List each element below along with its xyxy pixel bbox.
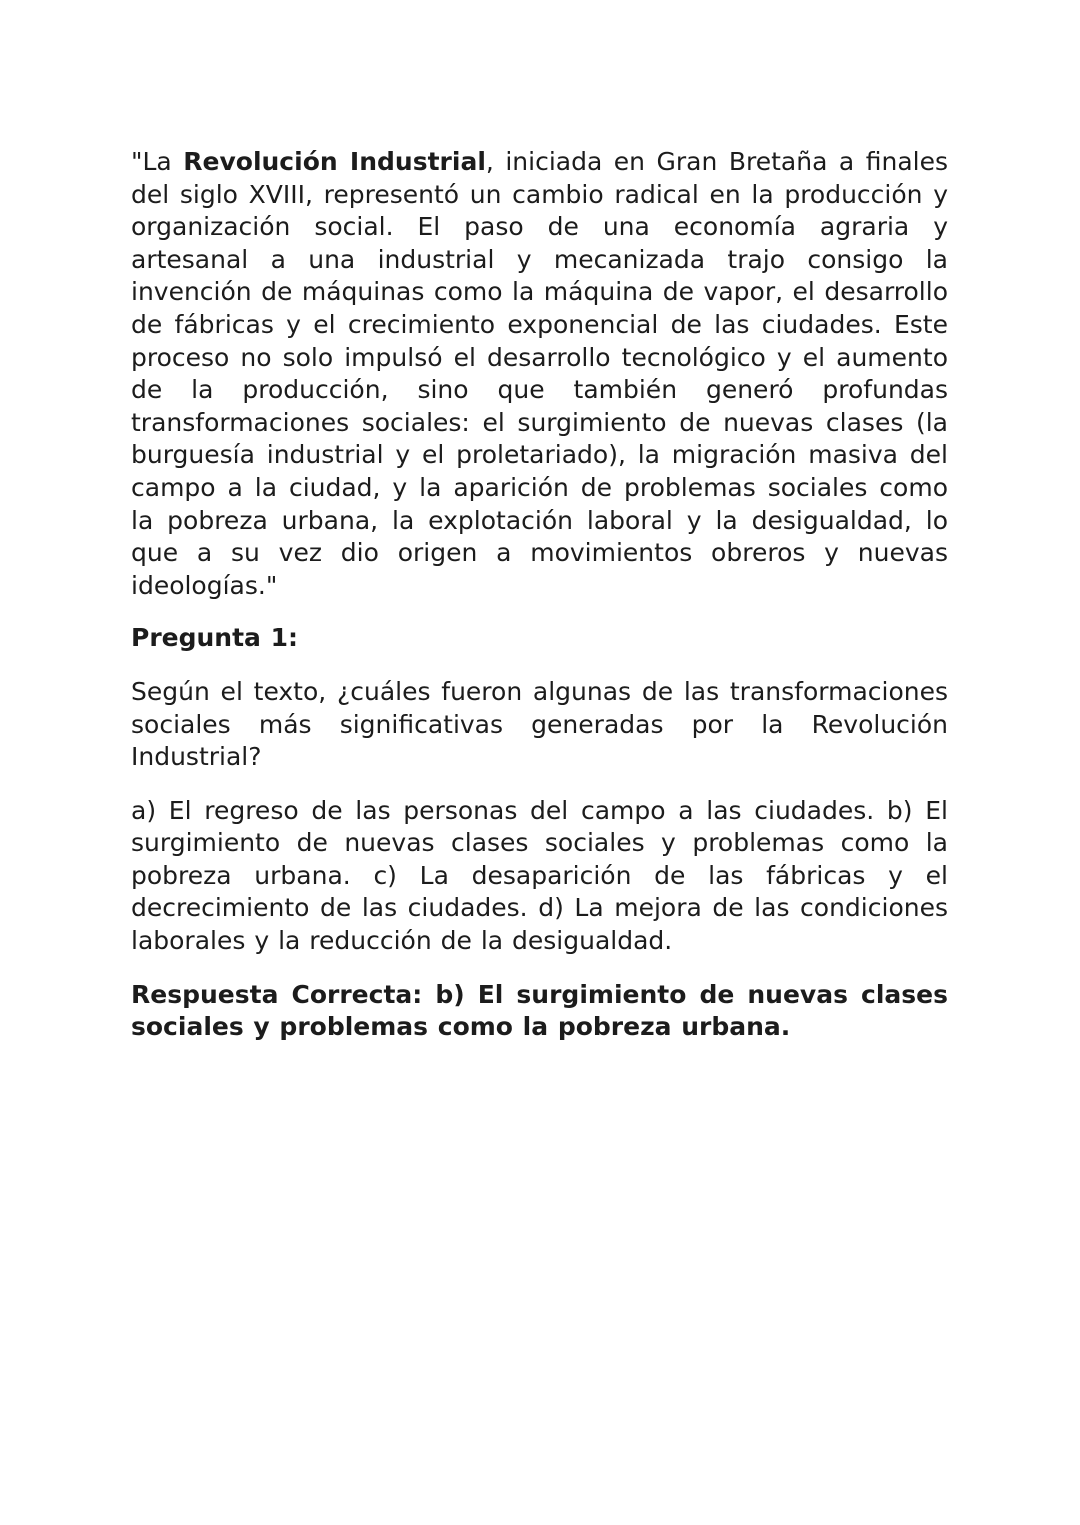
intro-paragraph <box>131 146 948 602</box>
document-page <box>131 146 948 1044</box>
answer-options: a) El regreso de las personas del campo a las ciudades. b) El surgimiento de nuevas clases sociales y problemas como la pobreza urbana. c) La desaparición de las fábricas y el decrecimiento de las ciudades. d) La mejora de las condiciones laborales y la reducción de la desigualdad. <box>131 795 948 956</box>
passage-rest: , iniciada en Gran Bretaña a finales del siglo XVIII, representó un cambio radical en la producción y organización social. El paso de una economía agraria y artesanal a una industrial y mecanizada trajo consigo la invención de máquinas como la máquina de vapor, el desarrollo de fábricas y el crecimiento exponencial de las ciudades. Este proceso no solo impulsó el desarrollo tecnológico y el aumento de la producción, sino que también generó profundas transformaciones sociales: el surgimiento de nuevas clases (la burguesía industrial y el proletariado), la migración masiva del campo a la ciudad, y la aparición de problemas sociales como la pobreza urbana, la explotación laboral y la desigualdad, lo que a su vez dio origen a movimientos obreros y nuevas ideologías." <box>131 147 948 600</box>
correct-answer: Respuesta Correcta: b) El surgimiento de nuevas clases sociales y problemas como la pobreza urbana. <box>131 979 948 1042</box>
bold-term: Revolución Industrial <box>183 147 486 176</box>
question-heading: Pregunta 1: <box>131 623 299 653</box>
quote-open: "La <box>131 147 184 176</box>
question-text: Según el texto, ¿cuáles fueron algunas de las transformaciones sociales más significativas generadas por la Revolución Industrial? <box>131 676 948 772</box>
